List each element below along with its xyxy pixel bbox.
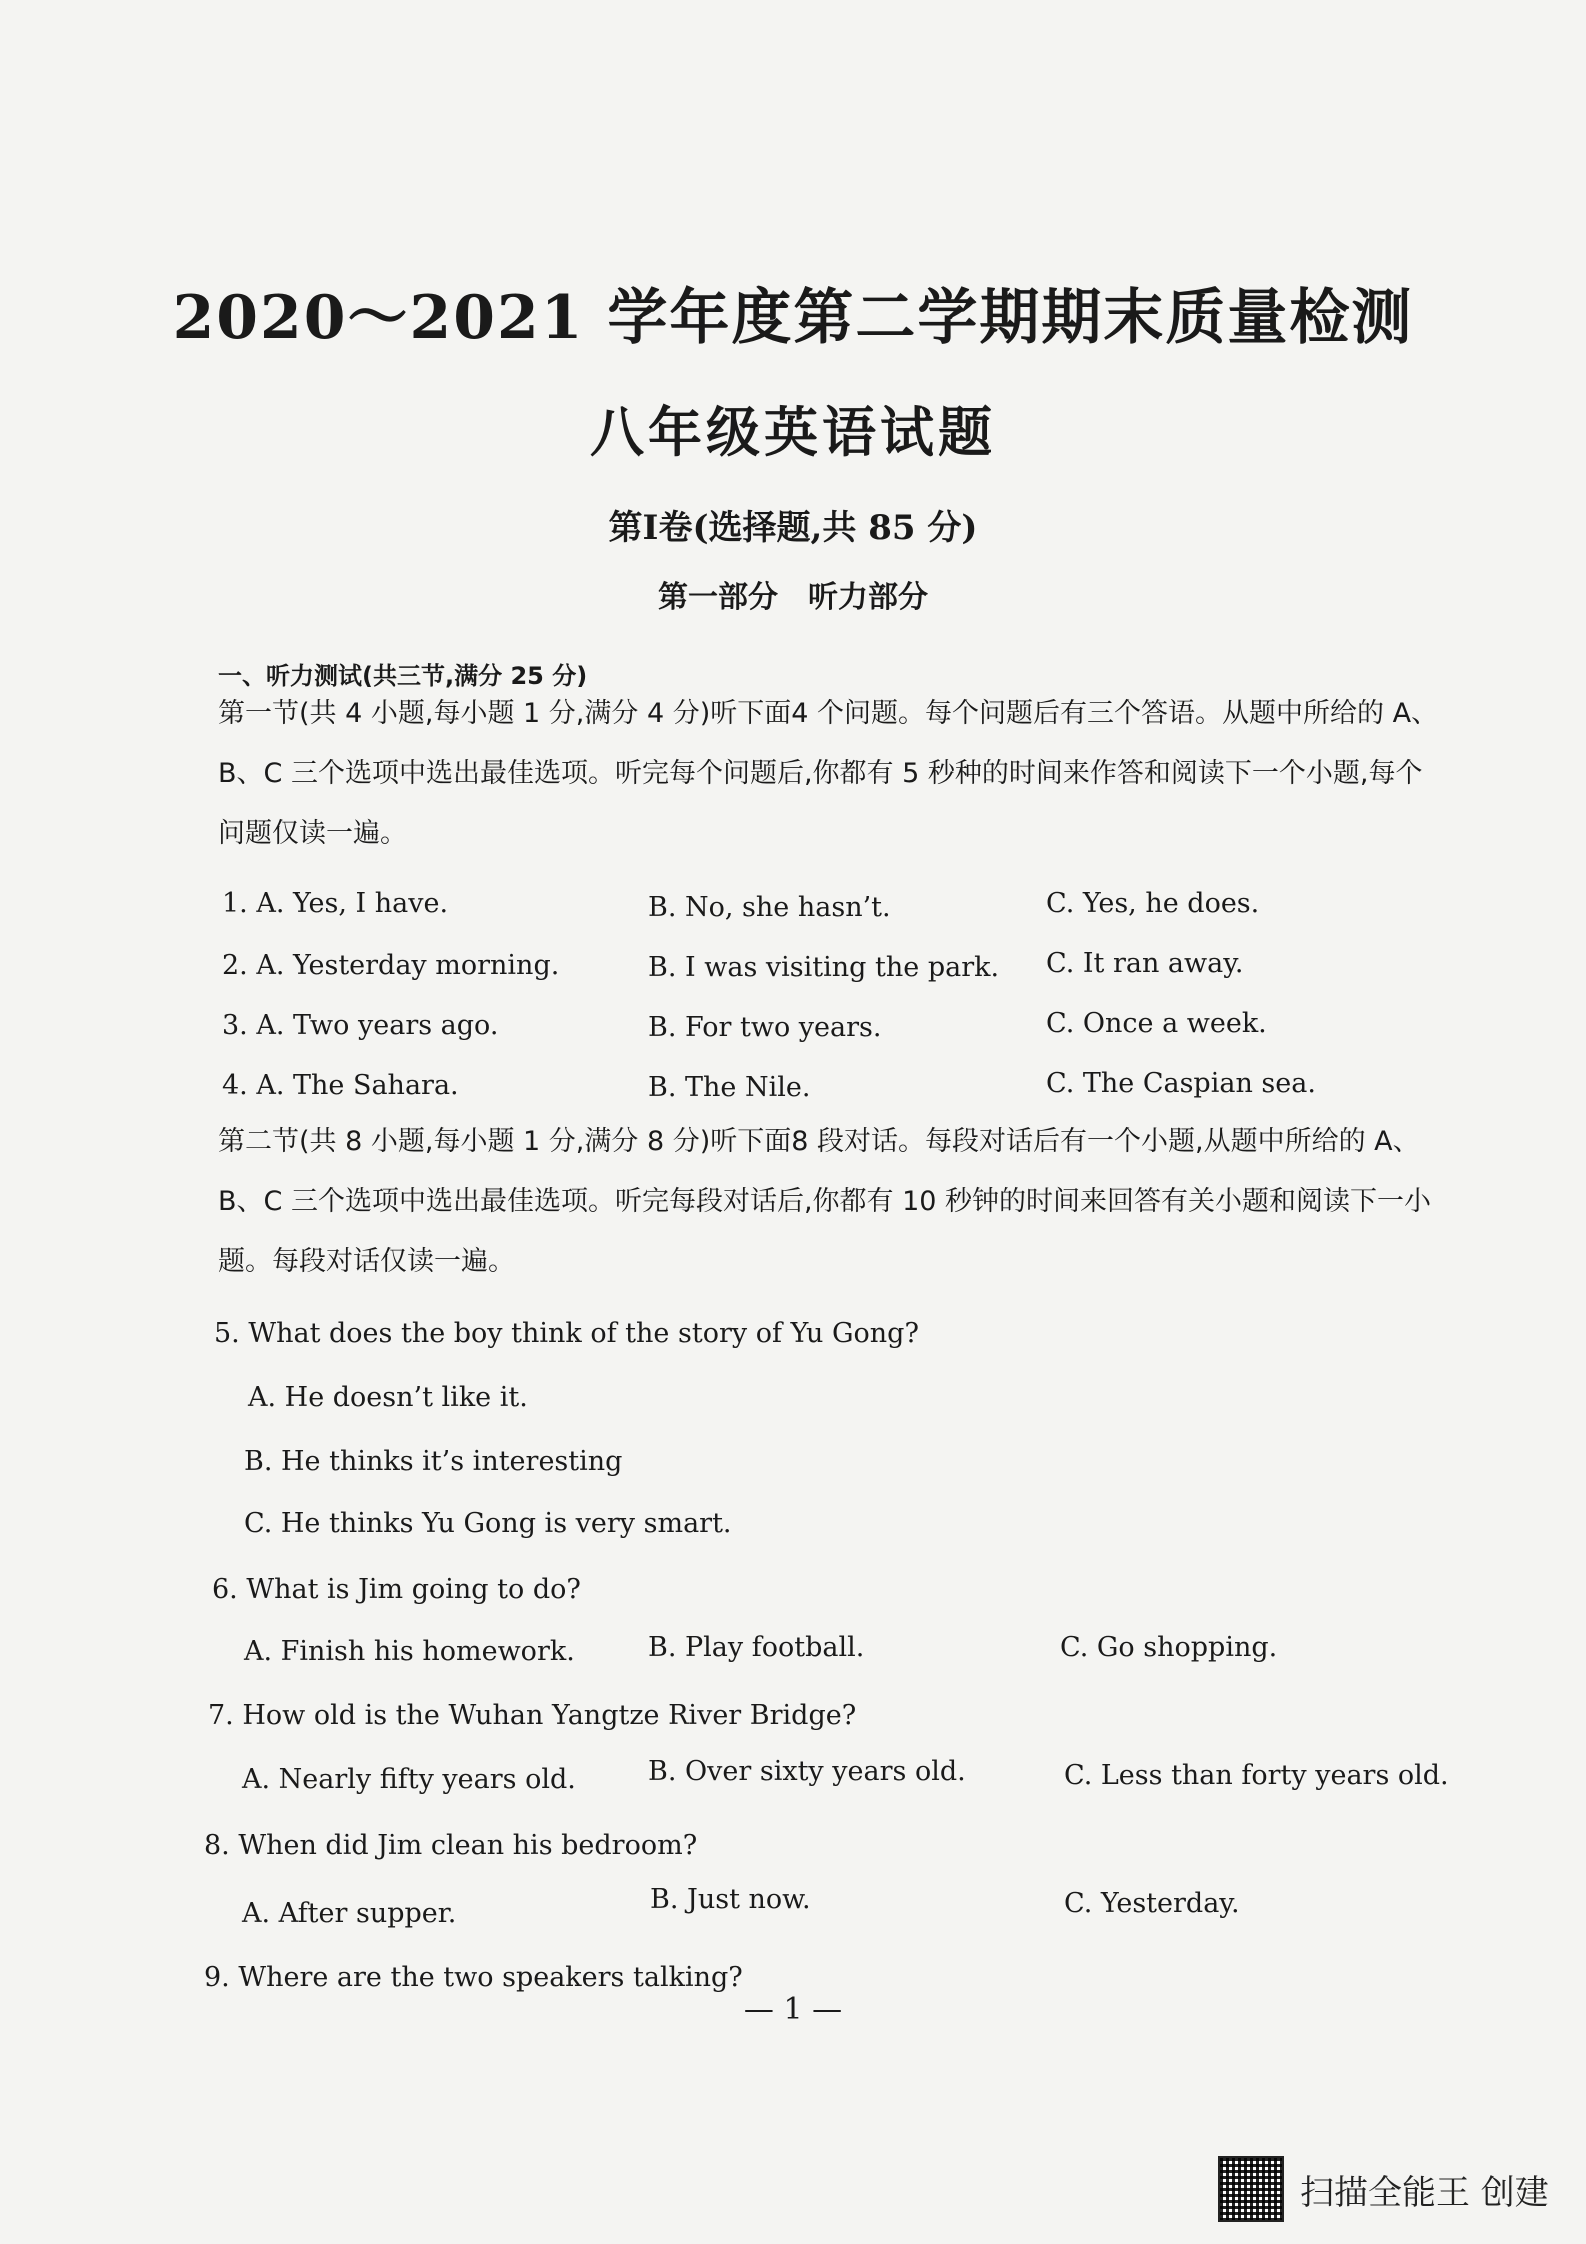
- q3-option-c: C. Once a week.: [1046, 1008, 1267, 1039]
- exam-subtitle: 八年级英语试题: [590, 400, 996, 464]
- q6-option-a: A. Finish his homework.: [244, 1636, 575, 1667]
- q6-stem: 6. What is Jim going to do?: [212, 1574, 581, 1605]
- q8-option-c: C. Yesterday.: [1064, 1888, 1240, 1919]
- qr-code-icon: [1218, 2156, 1284, 2222]
- section-heading: 一、听力测试(共三节,满分 25 分): [218, 662, 588, 690]
- watermark-text: 扫描全能王 创建: [1300, 2172, 1549, 2213]
- part-heading: 第一部分 听力部分: [658, 580, 928, 615]
- q7-option-a: A. Nearly fifty years old.: [242, 1764, 576, 1795]
- exam-title: 2020～2021 学年度第二学期期末质量检测: [172, 283, 1414, 353]
- q5-option-a: A. He doesn’t like it.: [248, 1382, 528, 1413]
- q1-option-c: C. Yes, he does.: [1046, 888, 1260, 919]
- q3-option-b: B. For two years.: [648, 1012, 882, 1043]
- q8-option-a: A. After supper.: [242, 1898, 457, 1929]
- q3-option-a: 3. A. Two years ago.: [222, 1010, 499, 1041]
- q4-option-b: B. The Nile.: [648, 1072, 811, 1103]
- volume-heading: 第Ⅰ卷(选择题,共 85 分): [608, 508, 978, 548]
- section2-instruction: 第二节(共 8 小题,每小题 1 分,满分 8 分)听下面8 段对话。每段对话后有一个小题,从题中所给的 A、B、C 三个选项中选出最佳选项。听完每段对话后,你都有 10 秒钟的时间来回答有关小题和阅读下一小题。每段对话仅读一遍。: [218, 1126, 1432, 1277]
- q4-option-a: 4. A. The Sahara.: [222, 1070, 459, 1101]
- q9-stem: 9. Where are the two speakers talking?: [204, 1962, 743, 1993]
- q6-option-b: B. Play football.: [648, 1632, 865, 1663]
- q8-option-b: B. Just now.: [650, 1884, 811, 1915]
- q6-option-c: C. Go shopping.: [1060, 1632, 1278, 1663]
- scanner-watermark: [1218, 2156, 1549, 2222]
- q4-option-c: C. The Caspian sea.: [1046, 1068, 1316, 1099]
- section1-instruction: 第一节(共 4 小题,每小题 1 分,满分 4 分)听下面4 个问题。每个问题后有三个答语。从题中所给的 A、B、C 三个选项中选出最佳选项。听完每个问题后,你都有 5 秒种的时间来作答和阅读下一个小题,每个问题仅读一遍。: [218, 698, 1439, 849]
- q1-option-a: 1. A. Yes, I have.: [222, 888, 449, 919]
- q1-option-b: B. No, she hasn’t.: [648, 892, 891, 923]
- q8-stem: 8. When did Jim clean his bedroom?: [204, 1830, 698, 1861]
- q5-stem: 5. What does the boy think of the story of Yu Gong?: [214, 1318, 919, 1349]
- q2-option-b: B. I was visiting the park.: [648, 952, 1000, 983]
- q2-option-a: 2. A. Yesterday morning.: [222, 950, 560, 981]
- page-number: — 1 —: [743, 1992, 843, 2027]
- q5-option-b: B. He thinks it’s interesting: [244, 1446, 623, 1477]
- q2-option-c: C. It ran away.: [1046, 948, 1244, 979]
- q7-option-c: C. Less than forty years old.: [1064, 1760, 1449, 1791]
- q5-option-c: C. He thinks Yu Gong is very smart.: [244, 1508, 732, 1539]
- q7-stem: 7. How old is the Wuhan Yangtze River Bridge?: [208, 1700, 857, 1731]
- q7-option-b: B. Over sixty years old.: [648, 1756, 966, 1787]
